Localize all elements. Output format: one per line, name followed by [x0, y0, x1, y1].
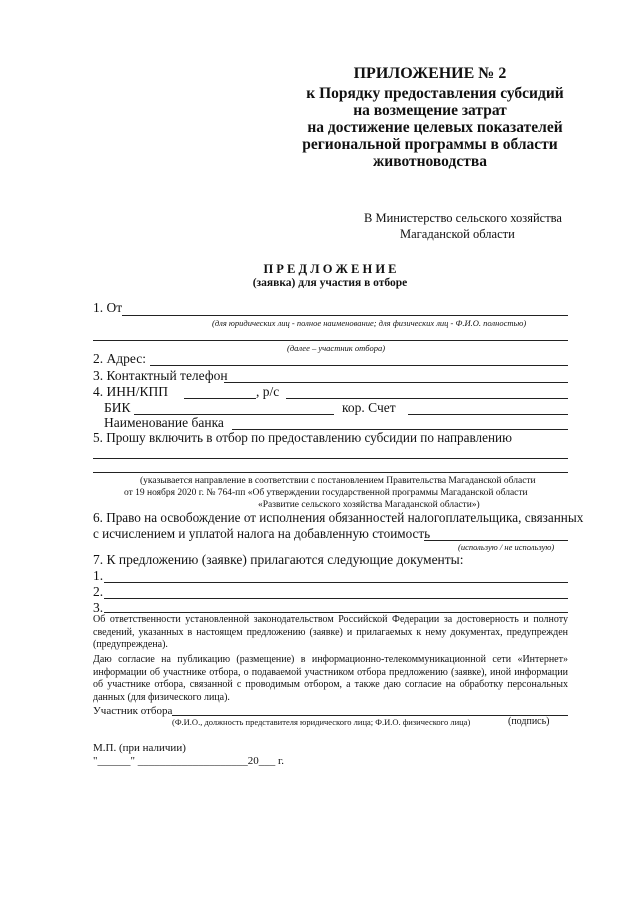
document-title: П Р Е Д Л О Ж Е Н И Е	[263, 262, 397, 276]
doc-1-label: 1.	[93, 568, 104, 583]
field-phone-line[interactable]	[224, 382, 568, 383]
doc-3-label: 3.	[93, 600, 104, 615]
signature-name-hint: (Ф.И.О., должность представителя юридического лица; Ф.И.О. физического лица)	[172, 717, 471, 727]
addressee-line-1: В Министерство сельского хозяйства	[364, 211, 562, 225]
field-rs-line[interactable]	[286, 398, 568, 399]
field-address-label: 2. Адрес:	[93, 351, 146, 366]
header-line-5: животноводства	[373, 153, 487, 170]
field-from-hint: (для юридических лиц - полное наименование; для физических лиц - Ф.И.О. полностью)	[212, 318, 527, 328]
addressee-line-2: Магаданской области	[400, 227, 515, 241]
document-subtitle: (заявка) для участия в отборе	[252, 277, 408, 289]
stamp-label: М.П. (при наличии)	[93, 742, 186, 754]
doc-1-line[interactable]	[104, 582, 568, 583]
field-rs-label: , р/с	[256, 384, 280, 399]
header-line-3: на достижение целевых показателей	[307, 119, 563, 136]
doc-2-label: 2.	[93, 584, 104, 599]
signature-sign-hint: (подпись)	[508, 716, 550, 727]
item-6-line-2: с исчислением и уплатой налога на добавленную стоимость	[93, 526, 431, 541]
date-field[interactable]: "______" ____________________20___ г.	[93, 755, 285, 767]
doc-3-line[interactable]	[104, 612, 568, 613]
field-address-line[interactable]	[150, 365, 568, 366]
field-from-label: 1. От	[93, 300, 123, 315]
signature-label: Участник отбора	[93, 705, 173, 717]
item-6-hint: (использую / не использую)	[458, 542, 555, 552]
item-6-line-1: 6. Право на освобождение от исполнения обязанностей налогоплательщика, связанных	[93, 510, 584, 525]
field-inn-line[interactable]	[184, 398, 256, 399]
item-5-note-1: (указывается направление в соответствии с постановлением Правительства Магаданской области	[140, 476, 536, 486]
field-inn-label: 4. ИНН/КПП	[93, 384, 169, 399]
participant-hint: (далее – участник отбора)	[287, 343, 386, 353]
responsibility-paragraph: Об ответственности установленной законодательством Российской Федерации за достоверность и полноту сведений, указанных в настоящем предложению (заявке) и прилагаемых к нему документах, предупрежден (предупреждена).	[93, 614, 568, 650]
appendix-number: ПРИЛОЖЕНИЕ № 2	[353, 65, 507, 82]
field-bank-label: Наименование банка	[104, 415, 224, 430]
field-from-line-2[interactable]	[93, 340, 568, 341]
doc-2-line[interactable]	[104, 598, 568, 599]
field-phone-label: 3. Контактный телефон	[93, 368, 228, 383]
consent-paragraph: Даю согласие на публикацию (размещение) в информационно-телекоммуникационной сети «Интернет» информации об участнике отбора, о подаваемой участником отбора предложению (заявке), иной информации об участнике отбора, связанной с проводимым отбором, а также даю согласие на обработку персональных данных (для физического лица).	[93, 654, 568, 703]
field-from-line[interactable]	[122, 315, 568, 316]
field-kor-line[interactable]	[408, 414, 568, 415]
item-6-answer-line[interactable]	[424, 540, 568, 541]
item-5-text: 5. Прошу включить в отбор по предоставлению субсидии по направлению	[93, 430, 512, 445]
header-line-4: региональной программы в области	[302, 136, 558, 153]
item-5-line-1[interactable]	[93, 458, 568, 459]
item-5-note-2: от 19 ноября 2020 г. № 764-пп «Об утверждении государственной программы Магаданской области	[124, 488, 528, 498]
item-7-text: 7. К предложению (заявке) прилагаются следующие документы:	[93, 552, 464, 567]
header-line-1: к Порядку предоставления субсидий	[306, 85, 564, 102]
item-5-line-2[interactable]	[93, 472, 568, 473]
field-bik-label: БИК	[104, 400, 131, 415]
field-kor-label: кор. Счет	[342, 400, 396, 415]
item-5-note-3: «Развитие сельского хозяйства Магаданской области»)	[258, 500, 480, 510]
header-line-2: на возмещение затрат	[353, 102, 507, 119]
